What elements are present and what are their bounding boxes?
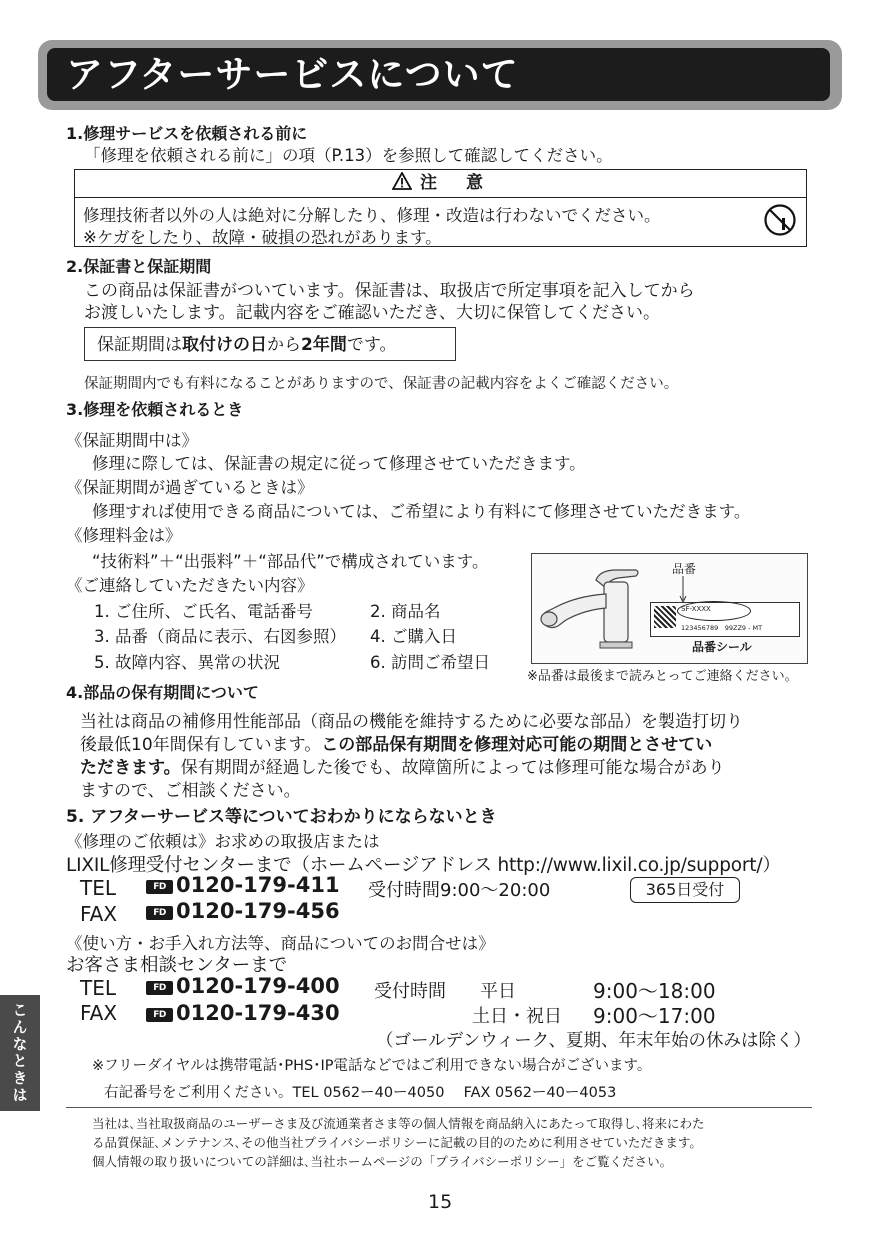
weekday-label: 平日 — [480, 981, 516, 1002]
usage-inquiry-heading: 《使い方・お手入れ方法等、商品についてのお問合せは》 — [66, 934, 495, 953]
section4-line4: ますので、ご相談ください。 — [80, 781, 301, 801]
out-warranty-text: 修理すれば使用できる商品については、ご希望により有料にて修理させていただきます。 — [92, 502, 751, 521]
contact-item-6: 6. 訪問ご希望日 — [370, 653, 490, 672]
privacy-line3: 個人情報の取り扱いについての詳細は､当社ホームページの「プライバシーポリシー」をご覧ください。 — [92, 1154, 673, 1169]
weekend-time: 9:00〜17:00 — [593, 1004, 716, 1028]
warranty-start: 取付けの日 — [182, 335, 267, 355]
section4-line1: 当社は商品の補修用性能部品（商品の機能を維持するために必要な部品）を製造打切り — [80, 712, 743, 732]
figure-label-top: 品番 — [672, 562, 697, 576]
repair-center-line: LIXIL修理受付センターまで（ホームページアドレス http://www.lixil.co.jp/support/） — [66, 855, 781, 876]
consult-tel — [146, 974, 340, 998]
consult-hours-label: 受付時間 — [374, 981, 446, 1002]
section1-heading: 1.修理サービスを依頼される前に — [66, 124, 308, 143]
in-warranty-heading: 《保証期間中は》 — [66, 431, 198, 450]
contact-item-2: 2. 商品名 — [370, 602, 441, 621]
caution-box — [74, 169, 807, 247]
consult-fax-number: 0120-179-430 — [176, 1001, 340, 1025]
contact-item-5: 5. 故障内容、異常の状況 — [94, 653, 280, 672]
warranty-text-pre: 保証期間は — [97, 335, 182, 355]
qr-code-icon — [654, 606, 676, 628]
warranty-text-post: です。 — [346, 335, 397, 355]
freedial-icon: FD — [146, 906, 173, 920]
contact-item-4: 4. ご購入日 — [370, 627, 457, 646]
tel-label-2: TEL — [80, 976, 116, 1000]
caution-label: 注 意 — [420, 173, 489, 193]
divider — [66, 1107, 812, 1108]
section4-heading: 4.部品の保有期間について — [66, 683, 259, 702]
section2-heading: 2.保証書と保証期間 — [66, 257, 212, 276]
repair-hours: 受付時間9:00〜20:00 — [368, 880, 551, 901]
warranty-period-box — [84, 327, 456, 361]
product-number-figure — [531, 553, 808, 664]
out-warranty-heading: 《保証期間が過ぎているときは》 — [66, 478, 314, 497]
section3-heading: 3.修理を依頼されるとき — [66, 400, 244, 419]
contact-item-3: 3. 品番（商品に表示、右図参照） — [94, 627, 346, 646]
caution-line1: 修理技術者以外の人は絶対に分解したり、修理・改造は行わないでください。 — [83, 206, 661, 225]
warranty-duration: 2年間 — [301, 335, 347, 355]
caution-line2: ※ケガをしたり、故障・破損の恐れがあります。 — [83, 228, 442, 247]
holiday-note: （ゴールデンウィーク、夏期、年末年始の休みは除く） — [376, 1031, 812, 1051]
alt-numbers: 右記番号をご利用ください。TEL 0562ー40ー4050 FAX 0562ー40ー4053 — [104, 1085, 617, 1101]
section5-heading: 5. アフターサービス等についておわかりにならないとき — [66, 807, 497, 827]
consult-tel-number: 0120-179-400 — [176, 974, 340, 998]
contact-info-heading: 《ご連絡していただきたい内容》 — [66, 576, 314, 595]
no-disassembly-icon — [763, 203, 797, 237]
consult-fax — [146, 1001, 340, 1025]
repair-fee-text: “技術料”＋“出張料”＋“部品代”で構成されています。 — [92, 552, 489, 571]
section2-line2: お渡しいたします。記載内容をご確認いただき、大切に保管してください。 — [84, 303, 660, 323]
faucet-illustration — [536, 558, 651, 658]
section1-text: 「修理を依頼される前に」の項（P.13）を参照して確認してください。 — [84, 146, 613, 165]
privacy-line1: 当社は､当社取扱商品のユーザーさま及び流通業者さま等の個人情報を商品納入にあたって取得し､将来にわた — [92, 1116, 705, 1131]
pointer-line — [678, 576, 688, 604]
repair-fax — [146, 899, 340, 923]
repair-fee-heading: 《修理料金は》 — [66, 526, 182, 545]
caution-header — [75, 170, 806, 198]
repair-fax-number: 0120-179-456 — [176, 899, 340, 923]
in-warranty-text: 修理に際しては、保証書の規定に従って修理させていただきます。 — [92, 454, 586, 473]
badge-365: 365日受付 — [630, 877, 740, 903]
warranty-note: 保証期間内でも有料になることがありますので、保証書の記載内容をよくご確認ください。 — [84, 376, 679, 392]
figure-caption: ※品番は最後まで読みとってご連絡ください。 — [527, 669, 798, 684]
section4-line2 — [80, 730, 712, 755]
consult-center: お客さま相談センターまで — [66, 955, 288, 976]
freedial-icon: FD — [146, 1008, 173, 1022]
section4-line3-normal: 保有期間が経過した後でも、故障箇所によっては修理可能な場合があり — [180, 758, 725, 778]
tel-label-1: TEL — [80, 876, 116, 900]
page-title: アフターサービスについて — [66, 53, 519, 96]
fax-label-1: FAX — [80, 902, 118, 926]
seal-code: SF-XXXX — [681, 605, 711, 613]
section4-line3-bold: ただきます。 — [80, 758, 181, 778]
figure-label-bottom: 品番シール — [692, 640, 752, 654]
repair-request-heading: 《修理のご依頼は》お求めの取扱店または — [66, 832, 380, 851]
side-tab: こんなときは — [0, 995, 40, 1111]
freedial-note: ※フリーダイヤルは携帯電話･PHS･IP電話などではご利用できない場合がございます。 — [92, 1058, 652, 1074]
section2-line1: この商品は保証書がついています。保証書は、取扱店で所定事項を記入してから — [84, 281, 695, 301]
section4-line2-normal: 後最低10年間保有しています。 — [80, 735, 322, 755]
seal-numbers: 123456789 99ZZ9 - MT — [681, 624, 763, 632]
freedial-icon: FD — [146, 880, 173, 894]
seal-highlight — [677, 601, 751, 621]
freedial-icon: FD — [146, 981, 173, 995]
privacy-line2: る品質保証､メンテナンス､その他当社プライバシーポリシーに記載の目的のために利用させていただきます。 — [92, 1135, 702, 1150]
warning-icon — [392, 172, 412, 190]
contact-item-1: 1. ご住所、ご氏名、電話番号 — [94, 602, 313, 621]
section4-line2-bold: この部品保有期間を修理対応可能の期間とさせてい — [321, 735, 713, 755]
product-seal — [650, 602, 800, 637]
repair-tel-number: 0120-179-411 — [176, 873, 340, 897]
page-number: 15 — [428, 1191, 453, 1213]
warranty-text-mid: から — [267, 335, 301, 355]
weekend-label: 土日・祝日 — [472, 1006, 562, 1027]
section4-line3 — [80, 753, 725, 778]
fax-label-2: FAX — [80, 1001, 118, 1025]
weekday-time: 9:00〜18:00 — [593, 979, 716, 1003]
repair-tel — [146, 873, 340, 897]
